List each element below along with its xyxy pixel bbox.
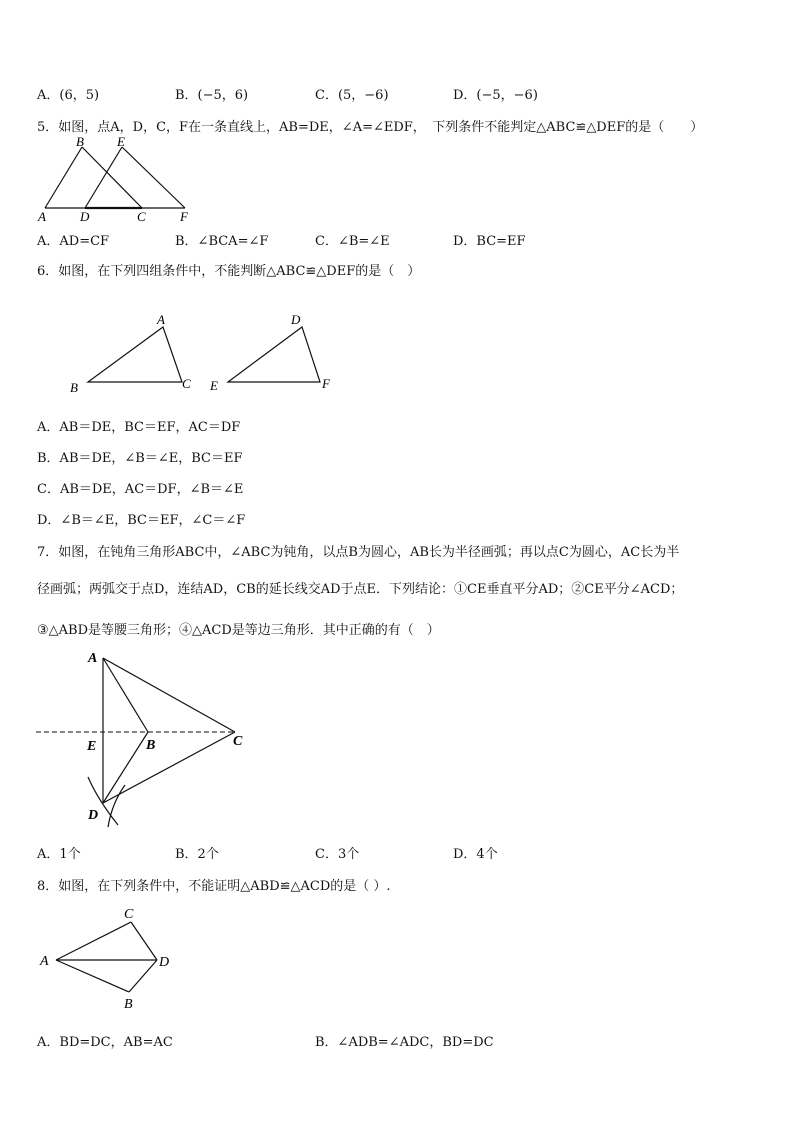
q6-label-d: D	[291, 312, 301, 327]
q7-label-d: D	[88, 808, 99, 823]
q6-option-c: C．AB＝DE，AC＝DF，∠B＝∠E	[37, 482, 244, 497]
q7-line-1: 7．如图，在钝角三角形ABC中，∠ABC为钝角，以点B为圆心，AB长为半径画弧；再以点C为圆心，AC长为半	[37, 545, 680, 560]
q6-label-a: A	[157, 312, 165, 327]
q6-label-e: E	[210, 378, 218, 393]
q8-figure	[36, 900, 186, 1015]
q5-label-b: B	[76, 134, 84, 149]
q6-label-f: F	[322, 376, 330, 391]
q8-option-b: B．∠ADB=∠ADC，BD=DC	[315, 1035, 494, 1050]
q7-label-a: A	[88, 651, 98, 666]
q5-label-f: F	[180, 209, 188, 224]
q6-option-b: B．AB＝DE，∠B＝∠E，BC＝EF	[37, 451, 243, 466]
q4-option-a: A．(6，5)	[37, 88, 100, 103]
q5-stem: 5．如图，点A，D，C，F在一条直线上，AB=DE，∠A=∠EDF， 下列条件不能判定△ABC≌△DEF的是（ ）	[37, 120, 704, 135]
q7-label-e: E	[87, 739, 97, 754]
q5-label-e: E	[117, 134, 125, 149]
q8-option-a: A．BD=DC，AB=AC	[37, 1035, 173, 1050]
q6-stem: 6．如图，在下列四组条件中，不能判断△ABC≌△DEF的是（ ）	[37, 264, 421, 279]
q4-option-d: D．(−5，−6)	[453, 88, 538, 103]
q4-option-b: B．(−5，6)	[175, 88, 249, 103]
q8-label-d: D	[159, 955, 170, 970]
q6-option-d: D．∠B＝∠E，BC＝EF，∠C＝∠F	[37, 513, 246, 528]
q5-option-b: B．∠BCA=∠F	[175, 234, 269, 249]
q5-option-d: D．BC=EF	[453, 234, 526, 249]
q5-label-a: A	[38, 209, 46, 224]
q8-label-c: C	[124, 907, 134, 922]
q8-stem: 8．如图，在下列条件中，不能证明△ABD≌△ACD的是（ ）.	[37, 879, 391, 894]
q6-label-b: B	[70, 380, 78, 395]
q7-label-c: C	[233, 734, 243, 749]
q5-label-c: C	[137, 209, 146, 224]
q5-figure	[30, 133, 210, 228]
q8-label-b: B	[124, 997, 133, 1012]
q7-option-d: D．4个	[453, 847, 498, 862]
q5-option-c: C．∠B=∠E	[315, 234, 390, 249]
q7-line-2: 径画弧；两弧交于点D，连结AD，CB的延长线交AD于点E．下列结论：①CE垂直平分AD；②CE平分∠ACD；	[37, 582, 684, 597]
q7-line-3: ③△ABD是等腰三角形；④△ACD是等边三角形．其中正确的有（ ）	[37, 623, 440, 638]
q5-option-a: A．AD=CF	[37, 234, 110, 249]
q6-option-a: A．AB＝DE，BC＝EF，AC＝DF	[37, 420, 241, 435]
q7-option-b: B．2个	[175, 847, 219, 862]
q6-label-c: C	[182, 376, 191, 391]
q5-label-d: D	[80, 209, 90, 224]
q7-figure	[30, 645, 260, 830]
q8-label-a: A	[40, 954, 49, 969]
q7-option-c: C．3个	[315, 847, 360, 862]
q7-option-a: A．1个	[37, 847, 81, 862]
q4-option-c: C．(5，−6)	[315, 88, 389, 103]
q7-label-b: B	[146, 738, 156, 753]
q6-figure	[60, 310, 350, 395]
